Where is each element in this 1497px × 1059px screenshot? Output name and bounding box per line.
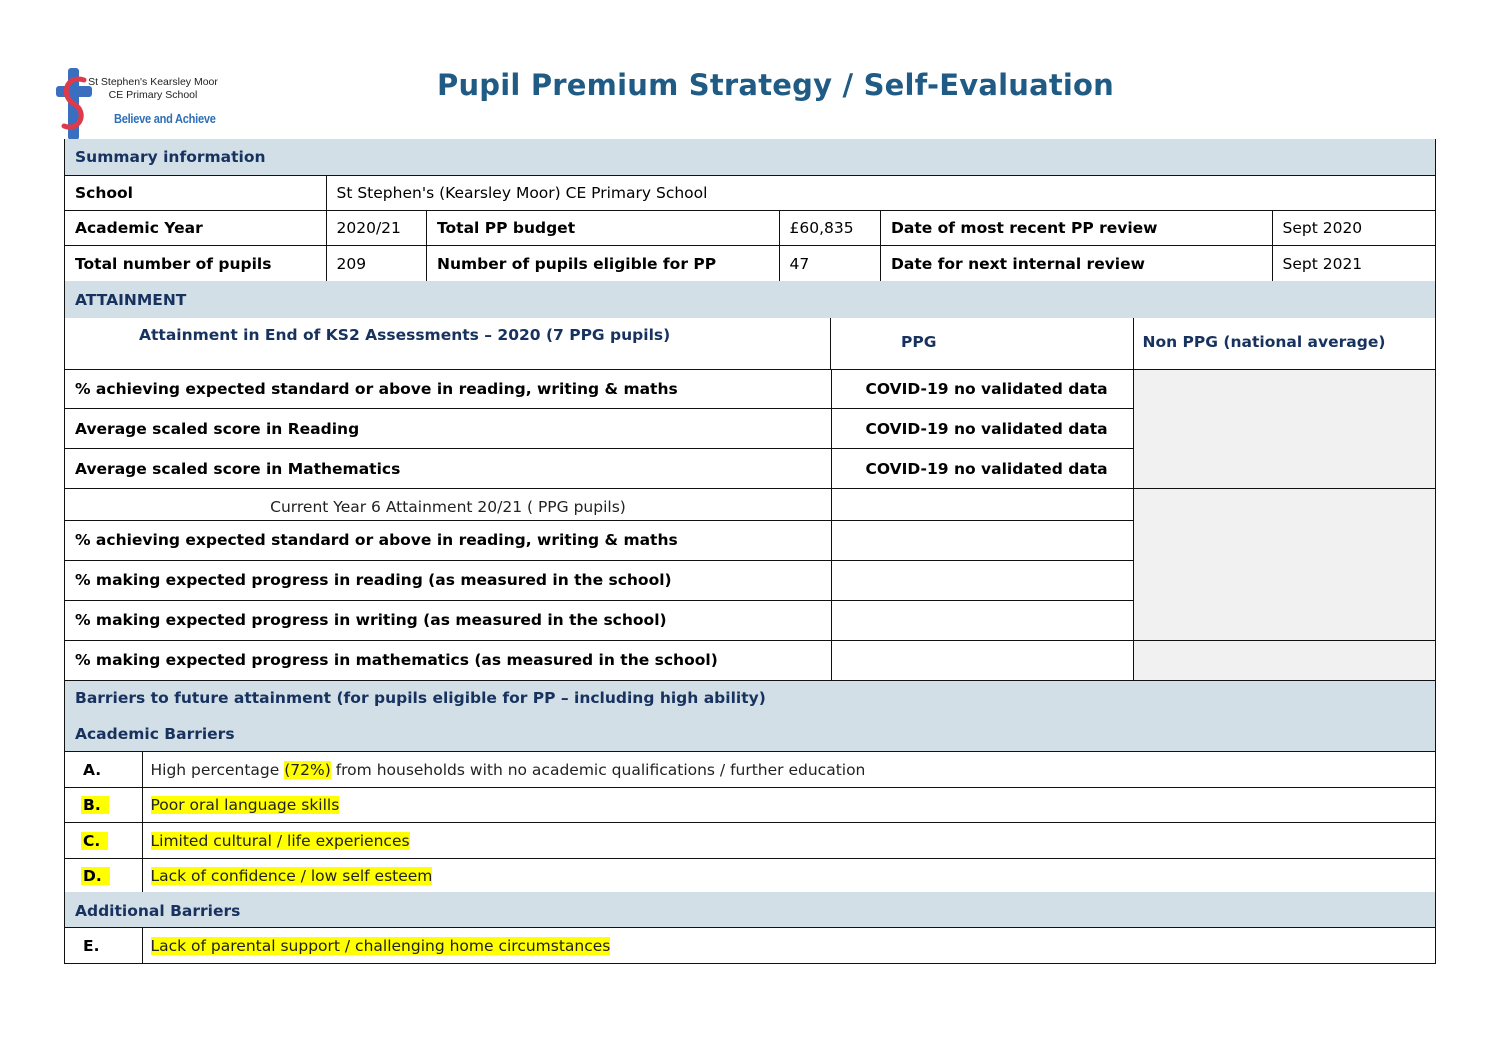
barrier-text <box>142 927 1437 964</box>
y6-row-ppg-value <box>831 600 1134 642</box>
logo-school-name-line1: St Stephen's Kearsley Moor <box>88 76 218 88</box>
current-y6-title: Current Year 6 Attainment 20/21 ( PPG pupils) <box>270 498 626 516</box>
ks2-row-label: Average scaled score in Reading <box>64 408 832 449</box>
barrier-text-highlighted: Poor oral language skills <box>150 796 340 814</box>
academic-barriers-heading: Academic Barriers <box>75 725 235 743</box>
ks2-row-label: Average scaled score in Mathematics <box>64 448 832 490</box>
barrier-letter-text: B. <box>81 796 109 814</box>
total-pupils-value: 209 <box>326 245 428 282</box>
barrier-highlight-percentage: (72%) <box>284 760 331 779</box>
total-pp-budget-value: £60,835 <box>779 210 882 246</box>
current-y6-ppg-header-cell <box>831 488 1134 521</box>
y6-row-ppg-value <box>831 640 1134 682</box>
ppg-column-header <box>830 318 1134 370</box>
academic-year-label: Academic Year <box>64 210 327 246</box>
barrier-letter <box>64 927 143 964</box>
barrier-letter <box>64 751 143 788</box>
y6-row-non-ppg-value <box>1133 640 1437 682</box>
ks2-row-ppg-value: COVID-19 no validated data <box>831 408 1134 449</box>
pp-eligible-label: Number of pupils eligible for PP <box>426 245 780 282</box>
ppg-column-label: PPG <box>901 333 937 351</box>
barrier-letter <box>64 858 143 894</box>
non-ppg-column-label: Non PPG (national average) <box>1142 333 1386 351</box>
summary-heading: Summary information <box>75 148 266 166</box>
summary-section-header <box>64 139 1436 175</box>
barrier-letter <box>64 787 143 824</box>
ks2-row-ppg-value: COVID-19 no validated data <box>831 448 1134 490</box>
total-pp-budget-label: Total PP budget <box>426 210 780 246</box>
non-ppg-column-header <box>1133 318 1437 370</box>
current-y6-title-cell <box>64 488 832 521</box>
page-title: Pupil Premium Strategy / Self-Evaluation <box>437 68 1115 102</box>
ks2-title-cell <box>64 318 832 370</box>
y6-row-label: % making expected progress in writing (as measured in the school) <box>64 600 832 642</box>
barrier-text <box>142 858 1437 894</box>
y6-row-ppg-value <box>831 560 1134 602</box>
barriers-section-header <box>64 681 1436 716</box>
barrier-letter-text: A. <box>83 760 102 779</box>
additional-barriers-header <box>64 892 1436 928</box>
y6-row-ppg-value <box>831 520 1134 562</box>
barrier-letter-text: E. <box>83 936 100 955</box>
ks2-title: Attainment in End of KS2 Assessments – 2020 (7 PPG pupils) <box>139 326 671 344</box>
academic-year-value: 2020/21 <box>326 210 428 246</box>
barrier-letter <box>64 822 143 859</box>
barrier-text-highlighted: Lack of confidence / low self esteem <box>150 866 433 885</box>
barriers-heading: Barriers to future attainment (for pupils eligible for PP – including high ability) <box>75 689 766 707</box>
school-logo <box>54 64 224 144</box>
academic-barriers-header <box>64 715 1436 752</box>
ks2-row-ppg-value: COVID-19 no validated data <box>831 369 1134 410</box>
y6-row-label: % achieving expected standard or above in reading, writing & maths <box>64 520 832 562</box>
recent-pp-review-label: Date of most recent PP review <box>880 210 1273 246</box>
next-review-label: Date for next internal review <box>880 245 1273 282</box>
attainment-section-header <box>64 281 1436 318</box>
barrier-text-before: High percentage <box>150 760 285 779</box>
barrier-letter-text: C. <box>81 832 108 850</box>
barrier-text-highlighted: Limited cultural / life experiences <box>150 831 410 850</box>
pp-eligible-value: 47 <box>779 245 882 282</box>
barrier-letter-text: D. <box>81 867 110 885</box>
next-review-value: Sept 2021 <box>1272 245 1437 282</box>
barrier-text <box>142 787 1437 824</box>
recent-pp-review-value: Sept 2020 <box>1272 210 1437 246</box>
school-label: School <box>64 175 327 211</box>
y6-non-ppg-merged-cell <box>1133 488 1437 641</box>
y6-row-label: % making expected progress in reading (as measured in the school) <box>64 560 832 602</box>
barrier-text <box>142 751 1437 788</box>
attainment-heading: ATTAINMENT <box>75 291 187 309</box>
school-value: St Stephen's (Kearsley Moor) CE Primary School <box>326 175 1437 211</box>
barrier-text-after: from households with no academic qualifications / further education <box>330 760 866 779</box>
ks2-row-label: % achieving expected standard or above in reading, writing & maths <box>64 369 832 410</box>
y6-row-label: % making expected progress in mathematics (as measured in the school) <box>64 640 832 682</box>
additional-barriers-heading: Additional Barriers <box>75 902 241 920</box>
barrier-text <box>142 822 1437 859</box>
logo-school-name-line2: CE Primary School <box>108 89 198 101</box>
logo-motto: Believe and Achieve <box>114 111 216 126</box>
total-pupils-label: Total number of pupils <box>64 245 327 282</box>
ks2-non-ppg-merged-cell <box>1133 369 1437 490</box>
barrier-text-highlighted: Lack of parental support / challenging home circumstances <box>150 936 611 955</box>
